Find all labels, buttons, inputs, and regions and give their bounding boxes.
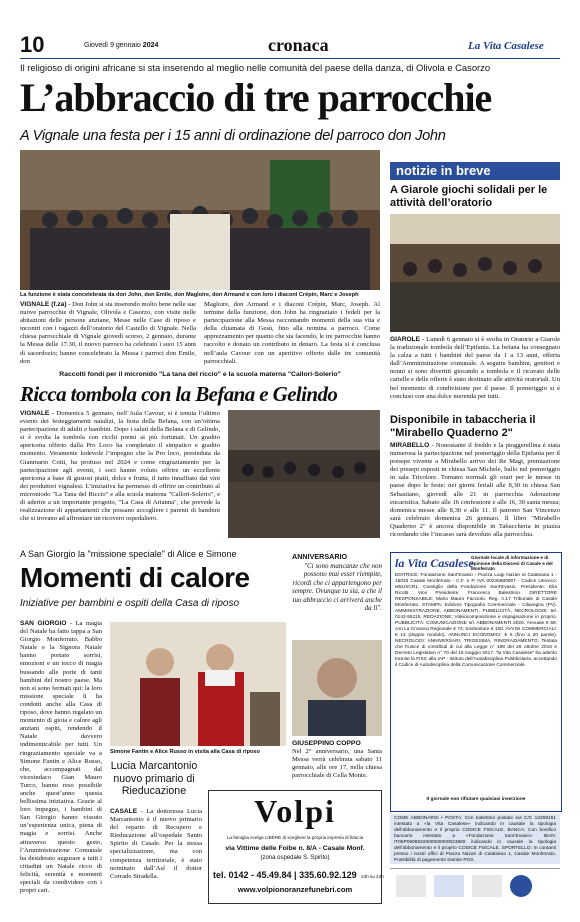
notizie-headline2: Disponibile in tabaccheria il "Mirabello Quaderno 2" xyxy=(390,414,536,439)
marcantonio-body-text: - La dottoressa Lucia Marcantonio è il nuovo primario del reparto di Recupero e Rieducazione all’ospedale Santo Spirito di Casale. Per la stessa specializzazione, ma con competenza territoriale, è stato nominato dall’Asl il dottor Corrado Stradella. xyxy=(110,808,202,880)
notizie-headline1: A Giarole giochi solidali per le attività dell’oratorio xyxy=(390,184,548,209)
payments-text: COME ABBONARSI • POSTA: Con bollettino postale sul C/C 12208151 intestato a «la Vita Casalese» indicando in causale la tipologia dell’abbonamento e il proprio CODICE FISCALE. BANCA: Con bonifico bancario intestato a «Fondazione Sant’Evasio» IBAN: IT05P0608522600000000023869 indicando in causale la tipologia dell’abbonamento e il proprio CODICE FISCALE. SPORTELLO: In contanti presso i nostri uffici di Piazza Nazari di Calabiana 1, Casale Monferrato. Possibilità di pagamento tramite POS. xyxy=(394,816,556,862)
calore-headline: Momenti di calore xyxy=(20,562,250,593)
payments-box xyxy=(390,814,560,864)
notizie-dateline2: MIRABELLO xyxy=(390,442,430,449)
calore-body-text: - La magia del Natale ha fatto tappa a San Giorgio Monferrato. Babbo Natale e la Signora Natale hanno portato sorrisi, emozioni e un tocco di magia bussando alle porte di tanti bambini del nostro paese. Ma non si sono fermati qui: la loro missione speciale li ha condotti anche alla Casa di riposo, dove hanno regalato un momento di gioia e calore agli anziani ospiti, rendendo il Natale davvero indimenticabile per tutti. Un ringraziamento speciale va a Simone Fantin e Alice Russo, che, accompagnati dal vicesindaco Gian Mauro Turco, hanno reso possibile anche quest’anno questa bellissima iniziativa. Grazie al loro impegno, i bambini di San Giorgio hanno vissuto un’esperienza unica, piena di magia e sorrisi. Anche attraverso questo gesto, l’Amministrazione Comunale ha desiderato augurare a tutti i cittadini un Natale ricco di felicità, serenità e momenti speciali da condividere con i propri cari. xyxy=(20,620,102,895)
notizie-banner xyxy=(390,162,560,180)
anniversario-name: GIUSEPPINO COPPO xyxy=(292,740,361,747)
volpi-tagline: La famiglia scelga LIBERE di scegliere la propria impresa di fiducia xyxy=(226,835,364,840)
header-day: 9 gennaio xyxy=(110,42,141,49)
colophon xyxy=(390,552,562,812)
calore-dateline: SAN GIORGIO xyxy=(20,620,67,627)
notizie-body1 xyxy=(390,336,560,412)
marcantonio-body xyxy=(110,808,202,904)
anniversario-title: ANNIVERSARIO xyxy=(292,552,348,561)
anniversario-quote: "Ci sono mancanze che non possono mai esser riempite, ricordi che ci appartengono per sempre. Ovunque tu sia, a che il tuo abbraccio ci arriverà anche da lì". xyxy=(292,562,382,613)
header-year: 2024 xyxy=(142,42,159,49)
lead-photo xyxy=(20,150,380,290)
volpi-phone xyxy=(213,865,384,883)
sponsor-logo-2 xyxy=(434,875,464,897)
volpi-hours: 24h su 24h xyxy=(361,874,384,879)
calore-subhead: Iniziative per bambini e ospiti della Casa di riposo xyxy=(20,598,240,609)
tombola-dateline: VIGNALE xyxy=(20,410,50,417)
volpi-phone-numbers: tel. 0142 - 45.49.84 | 335.60.92.129 xyxy=(213,870,357,880)
lead-body-col1 xyxy=(20,301,196,369)
sponsor-logos xyxy=(390,868,560,903)
colophon-body: EDITRICE: Fondazione Sant’Evasio - Piazza Luigi Nazari di Calabiana 1 - 15033 Casale Monferrato - C.F. e P. IVA 00235880067 - Codice Univoco: M5UXCR1. Consiglio della Fondazione Sant’Evasio. Presidente: Elia Ricotti. Vice Presidente: Francesco Balestrino. DIRETTORE RESPONSABILE: Mario Mauro Facciolo. Reg. n.17 Tribunale di Casale Monferrato. STAMPA: Edizioni Tipografia Commerciale - Cilavegna (PV). AMMINISTRAZIONE, ABBONAMENTI, PUBBLICITÀ, NECROLOGIE: tel. 0142-55115. REDAZIONE: Videocomposizione e impaginazione in proprio. PUBBLICITÀ: COMUNICAZIONE srl. ABBONAMENTI 2025: Annuale € 58; con La Cronaca Regionale € 73; Sostenitore € 100. AVVISI COMMERCIALI: € 12 (doppio modulo). ANNUNCI ECONOMICI: € 6 (fino a 20 parole). NECROLOGI: ANNIVERSARI, TRIGESIMA, RINGRAZIAMENTO. Testata che fruisce di contributi di cui alla Legge n° 198 del 26 ottobre 2016 e Decreto Legislativo n° 70 del 15 maggio 2017. "la Vita Casalese" ha aderito tramite la FISC alla IAP - Istituto dell’Autodisciplina Pubblicitaria, accettando il Codice di Autodisciplina della Comunicazione Commerciale. xyxy=(395,573,557,668)
section-title: cronaca xyxy=(268,35,329,55)
sponsor-logo-4 xyxy=(510,875,532,897)
colophon-masthead: la Vita Casalese xyxy=(395,556,474,570)
notizie-dateline1: GIAROLE xyxy=(390,336,421,343)
lead-caption: La funzione è stata concelebrata da don John, don Emile, don Magloire, don Armand e con loro i diaconi Crépin, Marc e Joseph xyxy=(20,292,359,298)
notizie-body2 xyxy=(390,442,560,546)
anniversario-photo xyxy=(292,640,382,736)
masthead: La Vita Casalese xyxy=(468,40,544,52)
anniversario-body: Nel 2° anniversario, una Santa Messa verrà celebrata sabato 11 gennaio, alle ore 17, nella chiesa parrocchiale di Cella Monte. xyxy=(292,748,382,780)
header-date xyxy=(84,42,158,49)
giarole-photo xyxy=(390,214,560,332)
tombola-image xyxy=(228,410,380,538)
tombola-photo xyxy=(228,410,380,538)
page-number: 10 xyxy=(20,32,45,57)
sponsor-logo-1 xyxy=(396,875,426,897)
tombola-body xyxy=(20,410,220,540)
volpi-zone: (zona ospedale S. Spirito) xyxy=(260,855,330,861)
sponsor-logo-3 xyxy=(472,875,502,897)
portrait-image xyxy=(292,640,382,736)
volpi-logo: Volpi xyxy=(254,793,336,829)
congregation-image xyxy=(20,150,380,290)
volpi-ad[interactable] xyxy=(208,790,382,904)
lead-body-text1: - Don John si sta inserendo molto bene nelle sue nuove parrocchie di Vignale, Olivola e Casorzo, con visite nelle abitazioni delle persone anziane, Messe nelle Case di riposo e incontri con i ragazzi dell’oratorio del Castello di Vignale. Nella chiesa parrocchiale di Vignale giovedì scorso, 2 gennaio, durante la Messa delle 17.30, il nuovo parroco ha celebrato i suoi 15 anni di sacerdozio; hanno concelebrato la Messa i parroci don Emile, don xyxy=(20,301,196,365)
lead-kicker: Il religioso di origini africane si sta inserendo al meglio nelle comunità del paese della danza, di Olivola e Casorzo xyxy=(20,62,491,73)
lead-subhead: A Vignale una festa per i 15 anni di ordinazione del parroco don John xyxy=(20,128,446,144)
lead-dateline: VIGNALE (f.za) xyxy=(20,301,67,308)
header-weekday: Giovedì xyxy=(84,42,109,49)
notizie-banner-label: notizie in breve xyxy=(396,163,491,178)
tombola-headline: Ricca tombola con la Befana e Gelindo xyxy=(20,382,338,406)
volpi-address: via Vittime delle Foibe n. 8/A - Casale Monf. xyxy=(225,845,365,852)
header-rule xyxy=(20,58,560,59)
lead-headline: L’abbraccio di tre parrocchie xyxy=(20,75,492,120)
volpi-web[interactable]: www.volpionoranzefunebri.com xyxy=(237,885,353,894)
calore-body xyxy=(20,620,102,904)
tombola-body-text: - Domenica 5 gennaio, nell’Aula Cavour, si è tenuta l’ultimo evento dei festeggiamenti natalizi, la festa della Befana, con un’ottima partecipazione di adulti e bambini. Dopo i saluti della Befana e di Gelindo, si è svolta la tombola con ricchi premi ai più fortunati. Un gradito apericena offerto dalla Pro Loco ha completato il simpatico e gradito momento. Veramente lodevole l’impegno che la Pro loco, presieduta da Gianmario Cotti, ha profuso nel 2024 e come ringraziamento per la partecipazione agli eventi, i soci hanno voluto offrire un eccellente apericena a base di gustosi piatti, dolce e frutta, il tutto innaffiato dai vini dei produttori vignalesi. L’iniziativa ha permesso di offrire un contributo al microniodo "La Tana del Riccio" e alla scuola materna "Callori-Solerio", e di aderire a un importante progetto, "La Casa di Arianna", che prevede la realizzazione di appartamenti che possano accogliere i parenti di bambini che si trovano ad affrontare un ricovero ospedaliero. xyxy=(20,410,220,523)
calore-photo xyxy=(110,622,286,746)
calore-caption: Simone Fantin e Alice Russo in visita alla Casa di riposo xyxy=(110,749,260,755)
colophon-privacy: Il giornale non rifiutare qualsiasi inserzione xyxy=(426,797,526,802)
marcantonio-dateline: CASALE xyxy=(110,808,138,815)
notizie-body2-text: - Nonostante il freddo e la pioggerellina è stata numerosa la partecipazione nel pomeriggio della Epifania per il presepe vivente a Mirabello arrivo dei Re Magi, premiazione dei presepi esposti in chiesa San Michele, ballo nel pomeriggio in sala Tricolore. Tornano normali gli orari per le messe in paese dopo le feste: nei giorni feriali alle 8,30 in chiesa San Sebastiano, giovedì alle 21 in parrocchia Adorazione eucaristica. Sabato alle 16 confessioni e alle 16, 30 santa messa; domenica messe alle 8,30 e alle 11. Il patrono San Vincenzo sarà celebrato domenica 26 gennaio. Il libro "Mirabello Quaderno 2" è ancora disponibile in Tabaccheria in piazza ricordando che l’incasso sarà devoluto alla parrocchia. xyxy=(390,442,560,539)
giarole-image xyxy=(390,214,560,332)
calore-kicker: A San Giorgio la "missione speciale" di Alice e Simone xyxy=(20,549,237,559)
tombola-kicker: Raccolti fondi per il micronido "La tana del riccio" e la scuola materna "Callori-Solerio" xyxy=(59,371,341,378)
lead-body-col2: Magloire, don Armand e i diaconi Crépin, Marc, Joseph. Al termine della funzione, don John ha ringraziato i fedeli per la partecipazione alla Messa raccontando momenti della sua vita e della chiamata di Gesù, fino alla nomina a parroco. Come apprezzamento per quanto che sta facendo, le tre parrocchie hanno raccolto e donato un contributo in denaro. La festa si è conclusa nell’aula Cavour con un aperitivo offerto dalle tre comunità parrocchiali. xyxy=(204,301,380,365)
colophon-subtitle: Giornale locale di informazione e di opinione della Diocesi di Casale e del Monferrato xyxy=(471,555,553,572)
santa-visit-image xyxy=(110,622,286,746)
marcantonio-headline: Lucia Marcantonio nuovo primario di Rieducazione xyxy=(110,760,198,797)
notizie-body1-text: - Lunedì 6 gennaio si è svolta in Oratorio a Giarole la tradizionale tombola dell’Epifania. La befana ha consegnato la calza a tutti i bambini del paese da 1 a 13 anni, offerta dall’Amministrazione comunale. A seguire bambini, genitori e nonni si sono divertiti giocando a tombola e il ricavato delle cartelle e delle offerte è stato destinato alle attività oratoriali. Un bel momento di condivisione per il paese. Il pomeriggio si è concluso con una dolce merenda per tutti. xyxy=(390,336,560,400)
